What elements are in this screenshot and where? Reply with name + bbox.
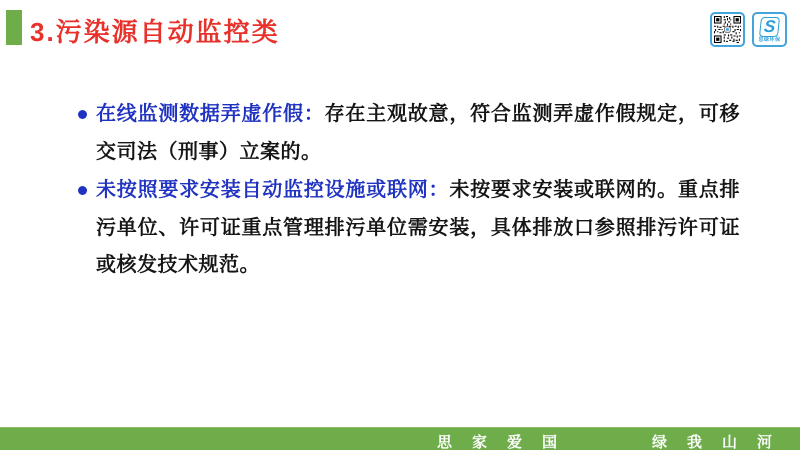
brand-monogram: S: [759, 17, 780, 37]
bullet-1-body: 存在主观故意，符合监测弄虚作假规定，可移交司法（刑事）立案的。: [96, 103, 741, 163]
footer-motto-right: 绿我山河: [652, 434, 793, 450]
qr-code-icon: [710, 12, 745, 47]
page-title: 3.污染源自动监控类: [30, 17, 280, 47]
bullet-2-lead: 未按照要求安装自动监控设施或联网：: [96, 179, 450, 201]
bullet-item-1: [78, 96, 740, 171]
bullet-list: [78, 96, 740, 285]
bullet-dot-icon: [78, 110, 87, 119]
bullet-dot-icon: [78, 186, 87, 195]
bullet-item-2: [78, 172, 740, 285]
brand-logo-icon: [752, 12, 787, 47]
title-accent-bar: [6, 10, 22, 45]
qr-code-pattern: [714, 16, 741, 43]
bullet-1-lead: 在线监测数据弄虚作假：: [96, 103, 325, 125]
brand-name-label: 思绿环保: [758, 36, 781, 43]
bullet-2-body: 未按要求安装或联网的。重点排污单位、许可证重点管理排污单位需安装，具体排放口参照排污许可证或核发技术规范。: [96, 179, 741, 276]
footer-bar: [0, 427, 800, 450]
header-icons: [710, 12, 787, 47]
footer-motto-left: 思家爱国: [437, 434, 578, 450]
brand-logo-inner: [758, 17, 780, 43]
